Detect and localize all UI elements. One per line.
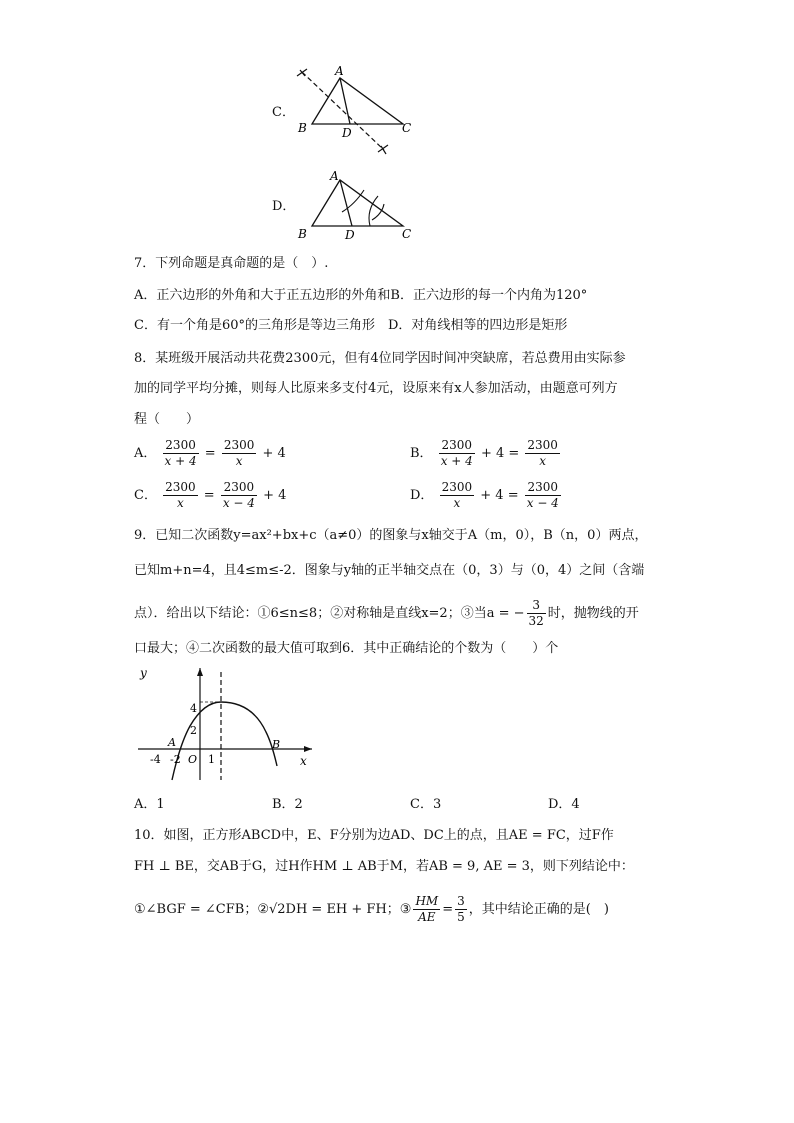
figure-option-c bbox=[290, 62, 420, 162]
label-d: D bbox=[342, 126, 352, 140]
q9-line-3 bbox=[134, 598, 639, 629]
q9-line-4: 口最大；④二次函数的最大值可取到6．其中正确结论的个数为（ ）个 bbox=[134, 641, 559, 656]
label-b: B bbox=[298, 227, 307, 241]
q9-line-1: 9．已知二次函数y=ax²+bx+c（a≠0）的图象与x轴交于A（m，0），B（n，0）两点， bbox=[134, 528, 648, 543]
fraction: $\frac{2300}{x - 4}$ bbox=[526, 480, 559, 510]
tick-minus-2: -2 bbox=[170, 753, 181, 766]
fraction: $\frac{3}{32}$ bbox=[528, 598, 544, 628]
triangle-abc bbox=[312, 180, 403, 226]
fraction: $\frac{2300}{x}$ bbox=[223, 438, 255, 468]
q8-option-a bbox=[134, 438, 286, 469]
fraction: $\frac{2300}{x - 4}$ bbox=[222, 480, 255, 510]
origin-label: O bbox=[188, 753, 198, 766]
triangle-abc bbox=[312, 78, 403, 124]
fraction: $\frac{HM}{AE}$ bbox=[415, 894, 439, 924]
q8-line-2: 加的同学平均分摊，则每人比原来多支付4元，设原来有x人参加活动，由题意可列方 bbox=[134, 381, 618, 396]
option-d-label: D． bbox=[272, 199, 296, 214]
fraction: $\frac{2300}{x}$ bbox=[441, 480, 473, 510]
operator: + 4 = bbox=[480, 446, 520, 461]
q8-option-c bbox=[134, 480, 286, 511]
q9-option-b: B．2 bbox=[272, 797, 303, 812]
arc-construction-3 bbox=[372, 204, 384, 220]
label-a: A bbox=[330, 169, 339, 183]
option-label: D． bbox=[410, 488, 434, 503]
option-c-label: C． bbox=[272, 105, 295, 120]
label-d: D bbox=[345, 228, 355, 242]
equals: = bbox=[442, 902, 454, 917]
option-label: A． bbox=[134, 446, 157, 461]
q10-line-3 bbox=[134, 894, 609, 925]
operator: = bbox=[204, 446, 216, 461]
tick-1: 1 bbox=[208, 753, 215, 766]
fraction: $\frac{3}{5}$ bbox=[457, 894, 465, 924]
tick-4: 4 bbox=[190, 702, 197, 715]
option-label: B． bbox=[410, 446, 433, 461]
q9-option-d: D．4 bbox=[548, 797, 580, 812]
figure-option-d bbox=[290, 168, 420, 244]
label-b: B bbox=[298, 121, 307, 135]
tick-2: 2 bbox=[190, 724, 197, 737]
point-b-label: B bbox=[272, 738, 281, 751]
q10-line-1: 10．如图，正方形ABCD中，E、F分别为边AD、DC上的点，且AE = FC，过F作 bbox=[134, 828, 614, 843]
q10-line-3b: ，其中结论正确的是( ) bbox=[468, 902, 609, 917]
q9-option-a: A．1 bbox=[134, 797, 165, 812]
operator: + 4 = bbox=[480, 488, 519, 503]
q8-line-1: 8．某班级开展活动共花费2300元，但有4位同学因时间冲突缺席，若总费用由实际参 bbox=[134, 351, 626, 366]
label-c: C bbox=[402, 227, 412, 241]
q9-line-3a: 点）．给出以下结论：①6≤n≤8；②对称轴是直线x=2；③当a = − bbox=[134, 606, 525, 621]
q7-option-ab: A．正六边形的外角和大于正五边形的外角和B．正六边形的每一个内角为120° bbox=[134, 288, 588, 303]
fraction: $\frac{2300}{x + 4}$ bbox=[164, 438, 197, 468]
point-a-label: A bbox=[168, 736, 176, 749]
arc-construction-2 bbox=[369, 196, 378, 226]
q10-line-3a: ①∠BGF = ∠CFB；②√2DH = EH + FH；③ bbox=[134, 902, 412, 917]
q9-option-c: C．3 bbox=[410, 797, 442, 812]
q9-line-2: 已知m+n=4，且4≤m≤-2．图象与y轴的正半轴交点在（0，3）与（0，4）之间（含端 bbox=[134, 563, 645, 578]
operator: + 4 bbox=[262, 446, 286, 461]
parabola-curve bbox=[172, 702, 277, 780]
fraction: $\frac{2300}{x}$ bbox=[165, 480, 196, 510]
operator: = bbox=[203, 488, 215, 503]
q8-option-d bbox=[410, 480, 563, 511]
fraction: $\frac{2300}{x + 4}$ bbox=[440, 438, 473, 468]
label-c: C bbox=[402, 121, 412, 135]
x-axis-label: x bbox=[300, 754, 307, 768]
label-a: A bbox=[335, 64, 344, 78]
operator: + 4 bbox=[263, 488, 287, 503]
q8-line-3: 程（ ） bbox=[134, 412, 200, 427]
tick-minus-4: -4 bbox=[150, 753, 161, 766]
y-axis-arrow bbox=[197, 668, 203, 676]
q7-option-cd: C．有一个角是60°的三角形是等边三角形 D．对角线相等的四边形是矩形 bbox=[134, 318, 568, 333]
q9-line-3b: 时，抛物线的开 bbox=[547, 606, 639, 621]
option-label: C． bbox=[134, 488, 157, 503]
y-axis-label: y bbox=[140, 666, 147, 680]
q10-line-2: FH ⊥ BE，交AB于G，过H作HM ⊥ AB于M，若AB = 9, AE = 3，则下列结论中： bbox=[134, 859, 634, 874]
x-axis-arrow bbox=[304, 746, 312, 752]
q7-stem: 7．下列命题是真命题的是（ ）. bbox=[134, 256, 329, 271]
q8-option-b bbox=[410, 438, 562, 469]
q9-parabola-graph bbox=[134, 662, 324, 782]
fraction: $\frac{2300}{x}$ bbox=[527, 438, 558, 468]
